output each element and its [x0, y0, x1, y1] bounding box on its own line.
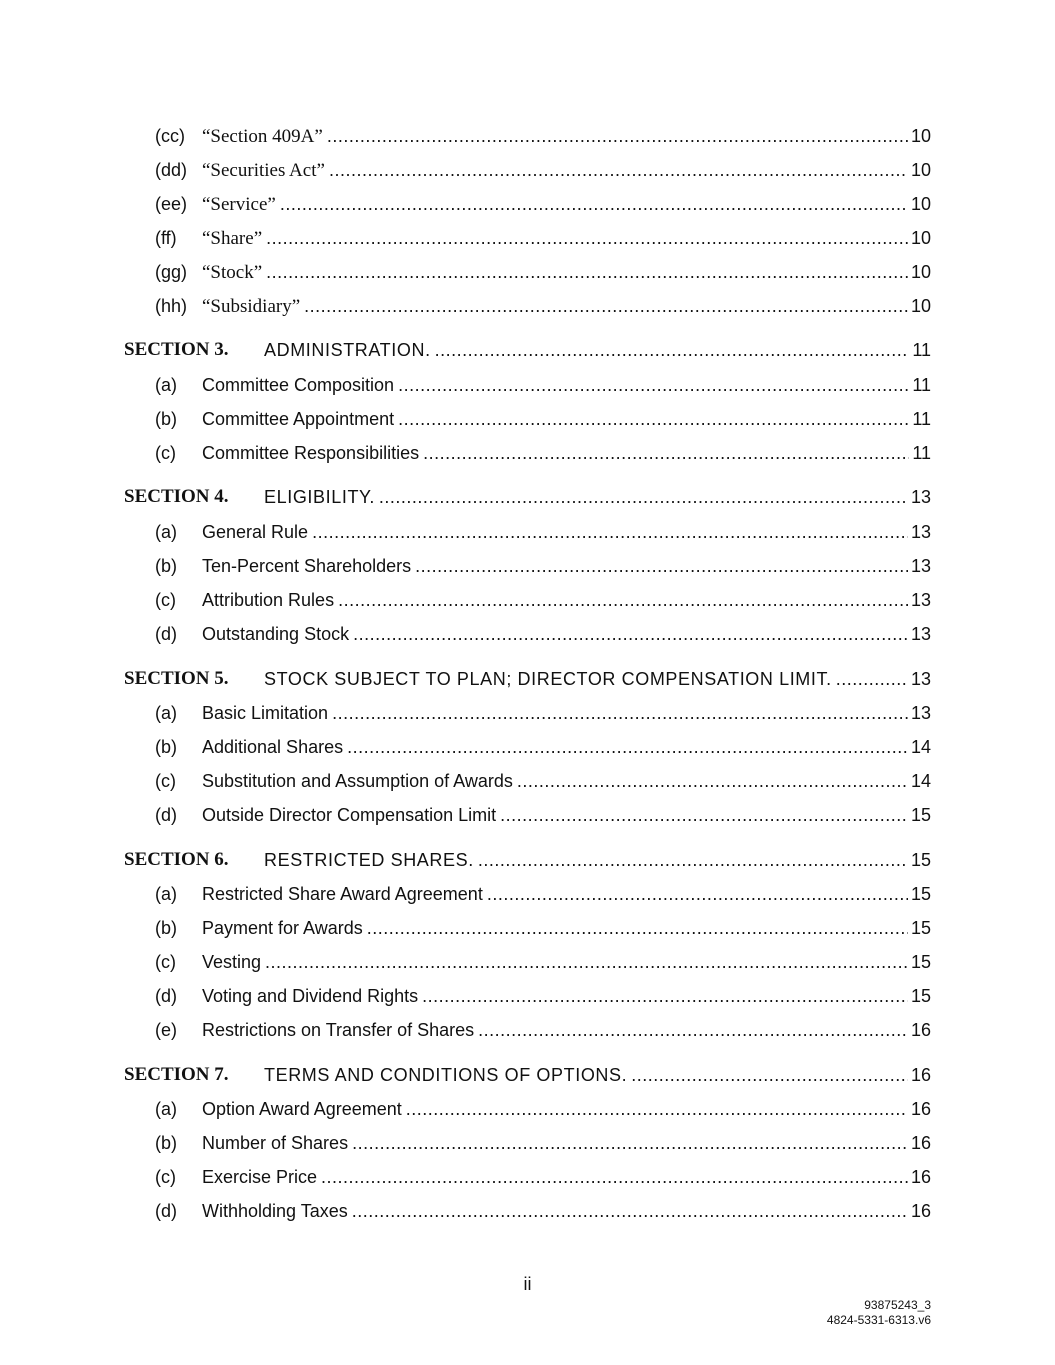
toc-entry-page: 10: [910, 228, 931, 248]
dot-leader: [338, 588, 908, 612]
toc-entry-title: ELIGIBILITY.: [264, 487, 375, 507]
dot-leader: [352, 1199, 908, 1223]
toc-entry-page: 13: [910, 703, 931, 723]
toc-entry-page: 13: [910, 669, 931, 689]
toc-subsection-entry[interactable]: [0, 1097, 1055, 1121]
dot-leader: [415, 554, 908, 578]
dot-leader: [487, 882, 908, 906]
toc-entry-title: RESTRICTED SHARES.: [264, 850, 474, 870]
toc-entry-label: (b): [155, 409, 177, 429]
toc-entry-label: (d): [155, 1201, 177, 1221]
dot-leader: [435, 338, 910, 362]
toc-section-entry[interactable]: [0, 848, 1055, 872]
dot-leader: [347, 735, 908, 759]
toc-entry-title: TERMS AND CONDITIONS OF OPTIONS.: [264, 1065, 628, 1085]
toc-subsection-entry[interactable]: [0, 1018, 1055, 1042]
toc-entry-title: “Subsidiary”: [202, 296, 301, 317]
toc-subsection-entry[interactable]: [0, 294, 1055, 318]
toc-subsection-entry[interactable]: [0, 735, 1055, 759]
toc-entry-label: (d): [155, 805, 177, 825]
toc-entry-title: Attribution Rules: [202, 590, 335, 610]
page-number: ii: [523, 1274, 532, 1294]
toc-entry-label: (b): [155, 556, 177, 576]
dot-leader: [329, 158, 908, 182]
toc-subsection-entry[interactable]: [0, 554, 1055, 578]
toc-subsection-entry[interactable]: [0, 158, 1055, 182]
toc-entry-page: 15: [910, 952, 931, 972]
toc-entry-label: (d): [155, 986, 177, 1006]
toc-entry-title: Vesting: [202, 952, 262, 972]
toc-entry-title: “Section 409A”: [202, 126, 323, 147]
dot-leader: [398, 373, 909, 397]
toc-subsection-entry[interactable]: [0, 373, 1055, 397]
toc-entry-page: 16: [910, 1020, 931, 1040]
toc-entry-label: (c): [155, 443, 176, 463]
dot-leader: [478, 1018, 908, 1042]
toc-entry-title: Withholding Taxes: [202, 1201, 348, 1221]
toc-subsection-entry[interactable]: [0, 192, 1055, 216]
toc-subsection-entry[interactable]: [0, 622, 1055, 646]
dot-leader: [352, 1131, 908, 1155]
toc-entry-label: (a): [155, 375, 177, 395]
toc-entry-label: (c): [155, 771, 176, 791]
toc-subsection-entry[interactable]: [0, 260, 1055, 284]
dot-leader: [423, 441, 909, 465]
toc-entry-title: “Share”: [202, 228, 263, 249]
toc-entry-title: Substitution and Assumption of Awards: [202, 771, 513, 791]
toc-entry-page: 11: [912, 375, 931, 395]
toc-entry-label: SECTION 7.: [124, 1064, 229, 1085]
toc-entry-title: ADMINISTRATION.: [264, 340, 431, 360]
dot-leader: [312, 520, 908, 544]
toc-subsection-entry[interactable]: [0, 588, 1055, 612]
toc-entry-page: 16: [910, 1133, 931, 1153]
toc-entry-label: (dd): [155, 160, 188, 180]
toc-entry-page: 10: [910, 126, 931, 146]
document-id-line-1: 93875243_3: [864, 1298, 931, 1312]
toc-entry-title: “Stock”: [202, 262, 263, 283]
toc-entry-page: 16: [910, 1201, 931, 1221]
dot-leader: [304, 294, 908, 318]
toc-entry-label: SECTION 5.: [124, 668, 229, 689]
toc-entry-label: (b): [155, 1133, 177, 1153]
dot-leader: [631, 1063, 908, 1087]
document-id-line-2: 4824-5331-6313.v6: [826, 1313, 931, 1327]
toc-entry-page: 13: [910, 487, 931, 507]
toc-subsection-entry[interactable]: [0, 882, 1055, 906]
toc-entry-title: Exercise Price: [202, 1167, 318, 1187]
toc-entry-page: 11: [912, 340, 931, 360]
toc-entry-label: (d): [155, 624, 177, 644]
toc-section-entry[interactable]: [0, 338, 1055, 362]
toc-entry-title: “Service”: [202, 194, 276, 215]
dot-leader: [500, 803, 908, 827]
toc-entry-page: 16: [910, 1065, 931, 1085]
toc-entry-label: (ff): [155, 228, 177, 248]
toc-entry-page: 13: [910, 522, 931, 542]
dot-leader: [321, 1165, 908, 1189]
toc-section-entry[interactable]: [0, 485, 1055, 509]
toc-entry-title: Payment for Awards: [202, 918, 363, 938]
toc-entry-page: 10: [910, 194, 931, 214]
toc-entry-page: 16: [910, 1099, 931, 1119]
dot-leader: [517, 769, 908, 793]
toc-subsection-entry[interactable]: [0, 984, 1055, 1008]
document-id: [827, 1298, 931, 1328]
toc-entry-page: 15: [910, 884, 931, 904]
toc-entry-title: Restrictions on Transfer of Shares: [202, 1020, 475, 1040]
toc-entry-title: “Securities Act”: [202, 160, 325, 181]
toc-entry-title: Voting and Dividend Rights: [202, 986, 419, 1006]
toc-entry-label: (c): [155, 952, 176, 972]
toc-entry-title: Restricted Share Award Agreement: [202, 884, 483, 904]
toc-entry-title: Additional Shares: [202, 737, 344, 757]
toc-entry-title: Option Award Agreement: [202, 1099, 402, 1119]
toc-subsection-entry[interactable]: [0, 441, 1055, 465]
toc-entry-title: Number of Shares: [202, 1133, 349, 1153]
toc-entry-title: Committee Composition: [202, 375, 395, 395]
dot-leader: [327, 124, 908, 148]
toc-entry-page: 14: [910, 737, 931, 757]
toc-entry-page: 13: [910, 624, 931, 644]
dot-leader: [266, 260, 908, 284]
toc-entry-page: 15: [910, 986, 931, 1006]
toc-entry-page: 14: [910, 771, 931, 791]
toc-entry-label: (c): [155, 1167, 176, 1187]
toc-entry-page: 11: [912, 409, 931, 429]
toc-entry-label: (e): [155, 1020, 177, 1040]
dot-leader: [398, 407, 909, 431]
toc-subsection-entry[interactable]: [0, 226, 1055, 250]
toc-entry-label: (b): [155, 737, 177, 757]
toc-entry-label: (ee): [155, 194, 188, 214]
toc-entry-label: (a): [155, 1099, 177, 1119]
toc-section-entry[interactable]: [0, 667, 1055, 691]
toc-entry-page: 15: [910, 918, 931, 938]
toc-entry-label: (hh): [155, 296, 188, 316]
toc-entry-label: (a): [155, 884, 177, 904]
toc-entry-page: 15: [910, 805, 931, 825]
toc-entry-title: Committee Appointment: [202, 409, 395, 429]
toc-subsection-entry[interactable]: [0, 1165, 1055, 1189]
toc-entry-page: 13: [910, 590, 931, 610]
dot-leader: [353, 622, 908, 646]
toc-entry-page: 16: [910, 1167, 931, 1187]
dot-leader: [478, 848, 908, 872]
dot-leader: [379, 485, 908, 509]
toc-entry-title: STOCK SUBJECT TO PLAN; DIRECTOR COMPENSATION LIMIT.: [264, 669, 832, 689]
toc-entry-page: 11: [912, 443, 931, 463]
toc-entry-title: Outstanding Stock: [202, 624, 350, 644]
dot-leader: [280, 192, 908, 216]
toc-entry-label: (cc): [155, 126, 185, 146]
toc-subsection-entry[interactable]: [0, 916, 1055, 940]
toc-entry-label: (a): [155, 522, 177, 542]
toc-entry-label: (a): [155, 703, 177, 723]
toc-section-entry[interactable]: [0, 1063, 1055, 1087]
dot-leader: [332, 701, 908, 725]
toc-subsection-entry[interactable]: [0, 124, 1055, 148]
toc-entry-title: Ten-Percent Shareholders: [202, 556, 412, 576]
toc-subsection-entry[interactable]: [0, 407, 1055, 431]
toc-entry-title: Basic Limitation: [202, 703, 329, 723]
toc-entry-page: 15: [910, 850, 931, 870]
toc-entry-title: Outside Director Compensation Limit: [202, 805, 497, 825]
toc-entry-title: Committee Responsibilities: [202, 443, 420, 463]
toc-entry-label: (gg): [155, 262, 188, 282]
toc-subsection-entry[interactable]: [0, 769, 1055, 793]
dot-leader: [265, 950, 908, 974]
toc-subsection-entry[interactable]: [0, 1199, 1055, 1223]
toc-entry-label: (c): [155, 590, 176, 610]
dot-leader: [367, 916, 908, 940]
toc-entry-label: SECTION 6.: [124, 849, 229, 870]
toc-entry-label: SECTION 3.: [124, 339, 229, 360]
toc-subsection-entry[interactable]: [0, 1131, 1055, 1155]
toc-subsection-entry[interactable]: [0, 520, 1055, 544]
toc-entry-title: General Rule: [202, 522, 309, 542]
dot-leader: [406, 1097, 908, 1121]
toc-subsection-entry[interactable]: [0, 803, 1055, 827]
toc-entry-page: 10: [910, 296, 931, 316]
toc-entry-page: 10: [910, 160, 931, 180]
toc-entry-label: SECTION 4.: [124, 486, 229, 507]
toc-subsection-entry[interactable]: [0, 701, 1055, 725]
dot-leader: [836, 667, 908, 691]
dot-leader: [422, 984, 908, 1008]
toc-entry-label: (b): [155, 918, 177, 938]
dot-leader: [266, 226, 908, 250]
toc-subsection-entry[interactable]: [0, 950, 1055, 974]
toc-entry-page: 13: [910, 556, 931, 576]
toc-entry-page: 10: [910, 262, 931, 282]
